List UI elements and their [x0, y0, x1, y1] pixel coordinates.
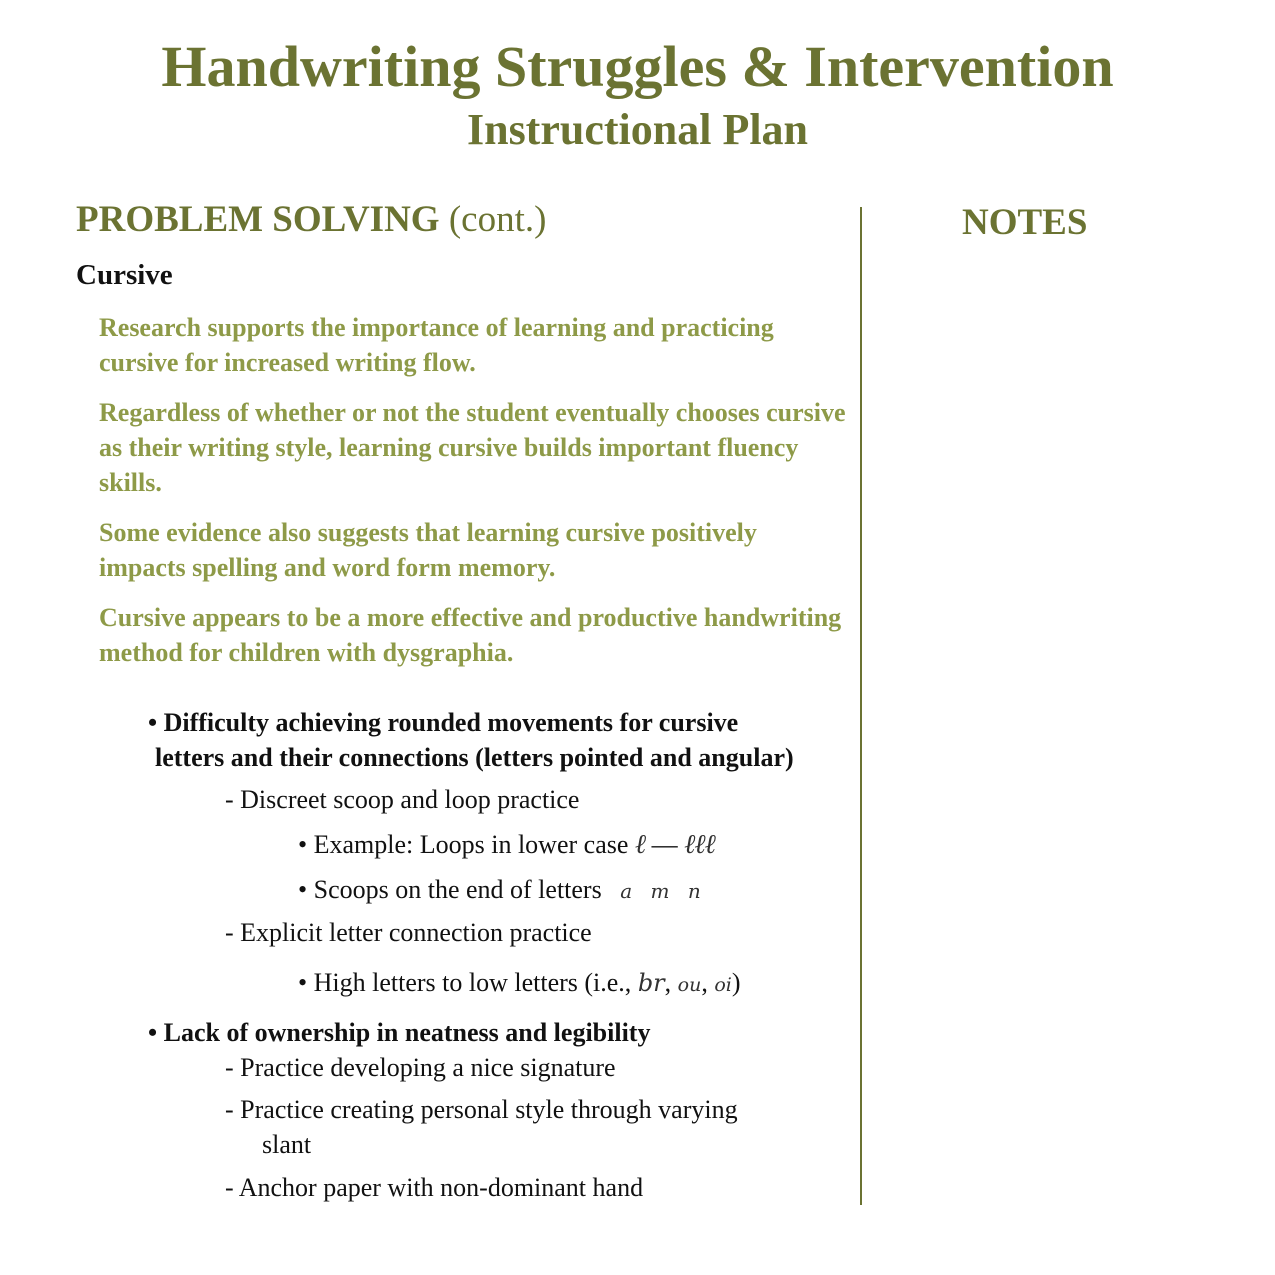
bullet-rounded-movements-line1: • Difficulty achieving rounded movements for cursive	[148, 708, 739, 737]
paragraph-regardless: Regardless of whether or not the student eventually chooses cursive as their writing style, learning cursive builds important fluency skills.	[99, 398, 846, 497]
subbullet-loops	[298, 827, 715, 862]
section-heading-main: PROBLEM SOLVING	[76, 199, 440, 240]
notes-heading: NOTES	[962, 202, 1088, 243]
dash-personal-style-line1: - Practice creating personal style through varying	[225, 1095, 738, 1124]
close-paren: )	[731, 968, 741, 997]
section-heading-suffix: (cont.)	[448, 199, 547, 240]
script-loop-sample: ℓ	[634, 829, 646, 860]
dash-anchor-paper: - Anchor paper with non-dominant hand	[225, 1173, 644, 1202]
script-br: br	[637, 969, 665, 997]
dash-letter-connection: - Explicit letter connection practice	[225, 918, 592, 947]
dash-signature: - Practice developing a nice signature	[225, 1053, 616, 1082]
script-ou: ou	[677, 974, 702, 996]
paragraph-research: Research supports the importance of learning and practicing cursive for increased writing flow.	[99, 313, 774, 377]
dash-personal-style-line2: slant	[262, 1130, 312, 1159]
dash-scoop-loop: - Discreet scoop and loop practice	[225, 785, 580, 814]
subbullet-high-low	[298, 965, 741, 1003]
bullet-ownership: • Lack of ownership in neatness and legibility	[148, 1018, 651, 1047]
script-oi: oi	[714, 974, 732, 996]
subheading-cursive: Cursive	[76, 259, 173, 291]
page-subtitle: Instructional Plan	[466, 105, 809, 154]
separator-1: ,	[664, 968, 672, 997]
subbullet-scoops-text: • Scoops on the end of letters	[298, 875, 602, 904]
page-title: Handwriting Struggles & Intervention	[161, 34, 1114, 99]
script-scoop-letters: a m n	[620, 879, 707, 903]
separator-2: ,	[701, 968, 708, 997]
column-divider	[860, 207, 862, 1205]
section-heading	[76, 197, 546, 243]
paragraph-evidence: Some evidence also suggests that learning cursive positively impacts spelling and word form memory.	[99, 518, 757, 582]
subbullet-scoops	[298, 872, 707, 909]
subbullet-loops-text: • Example: Loops in lower case	[298, 830, 629, 859]
subbullet-high-low-text: • High letters to low letters (i.e.,	[298, 968, 632, 997]
paragraph-effective: Cursive appears to be a more effective and productive handwriting method for children with dysgraphia.	[99, 603, 842, 667]
bullet-rounded-movements-line2: letters and their connections (letters pointed and angular)	[155, 743, 794, 772]
script-loop-sequence: ℓℓℓ	[684, 829, 715, 860]
loop-dash: —	[651, 830, 678, 859]
